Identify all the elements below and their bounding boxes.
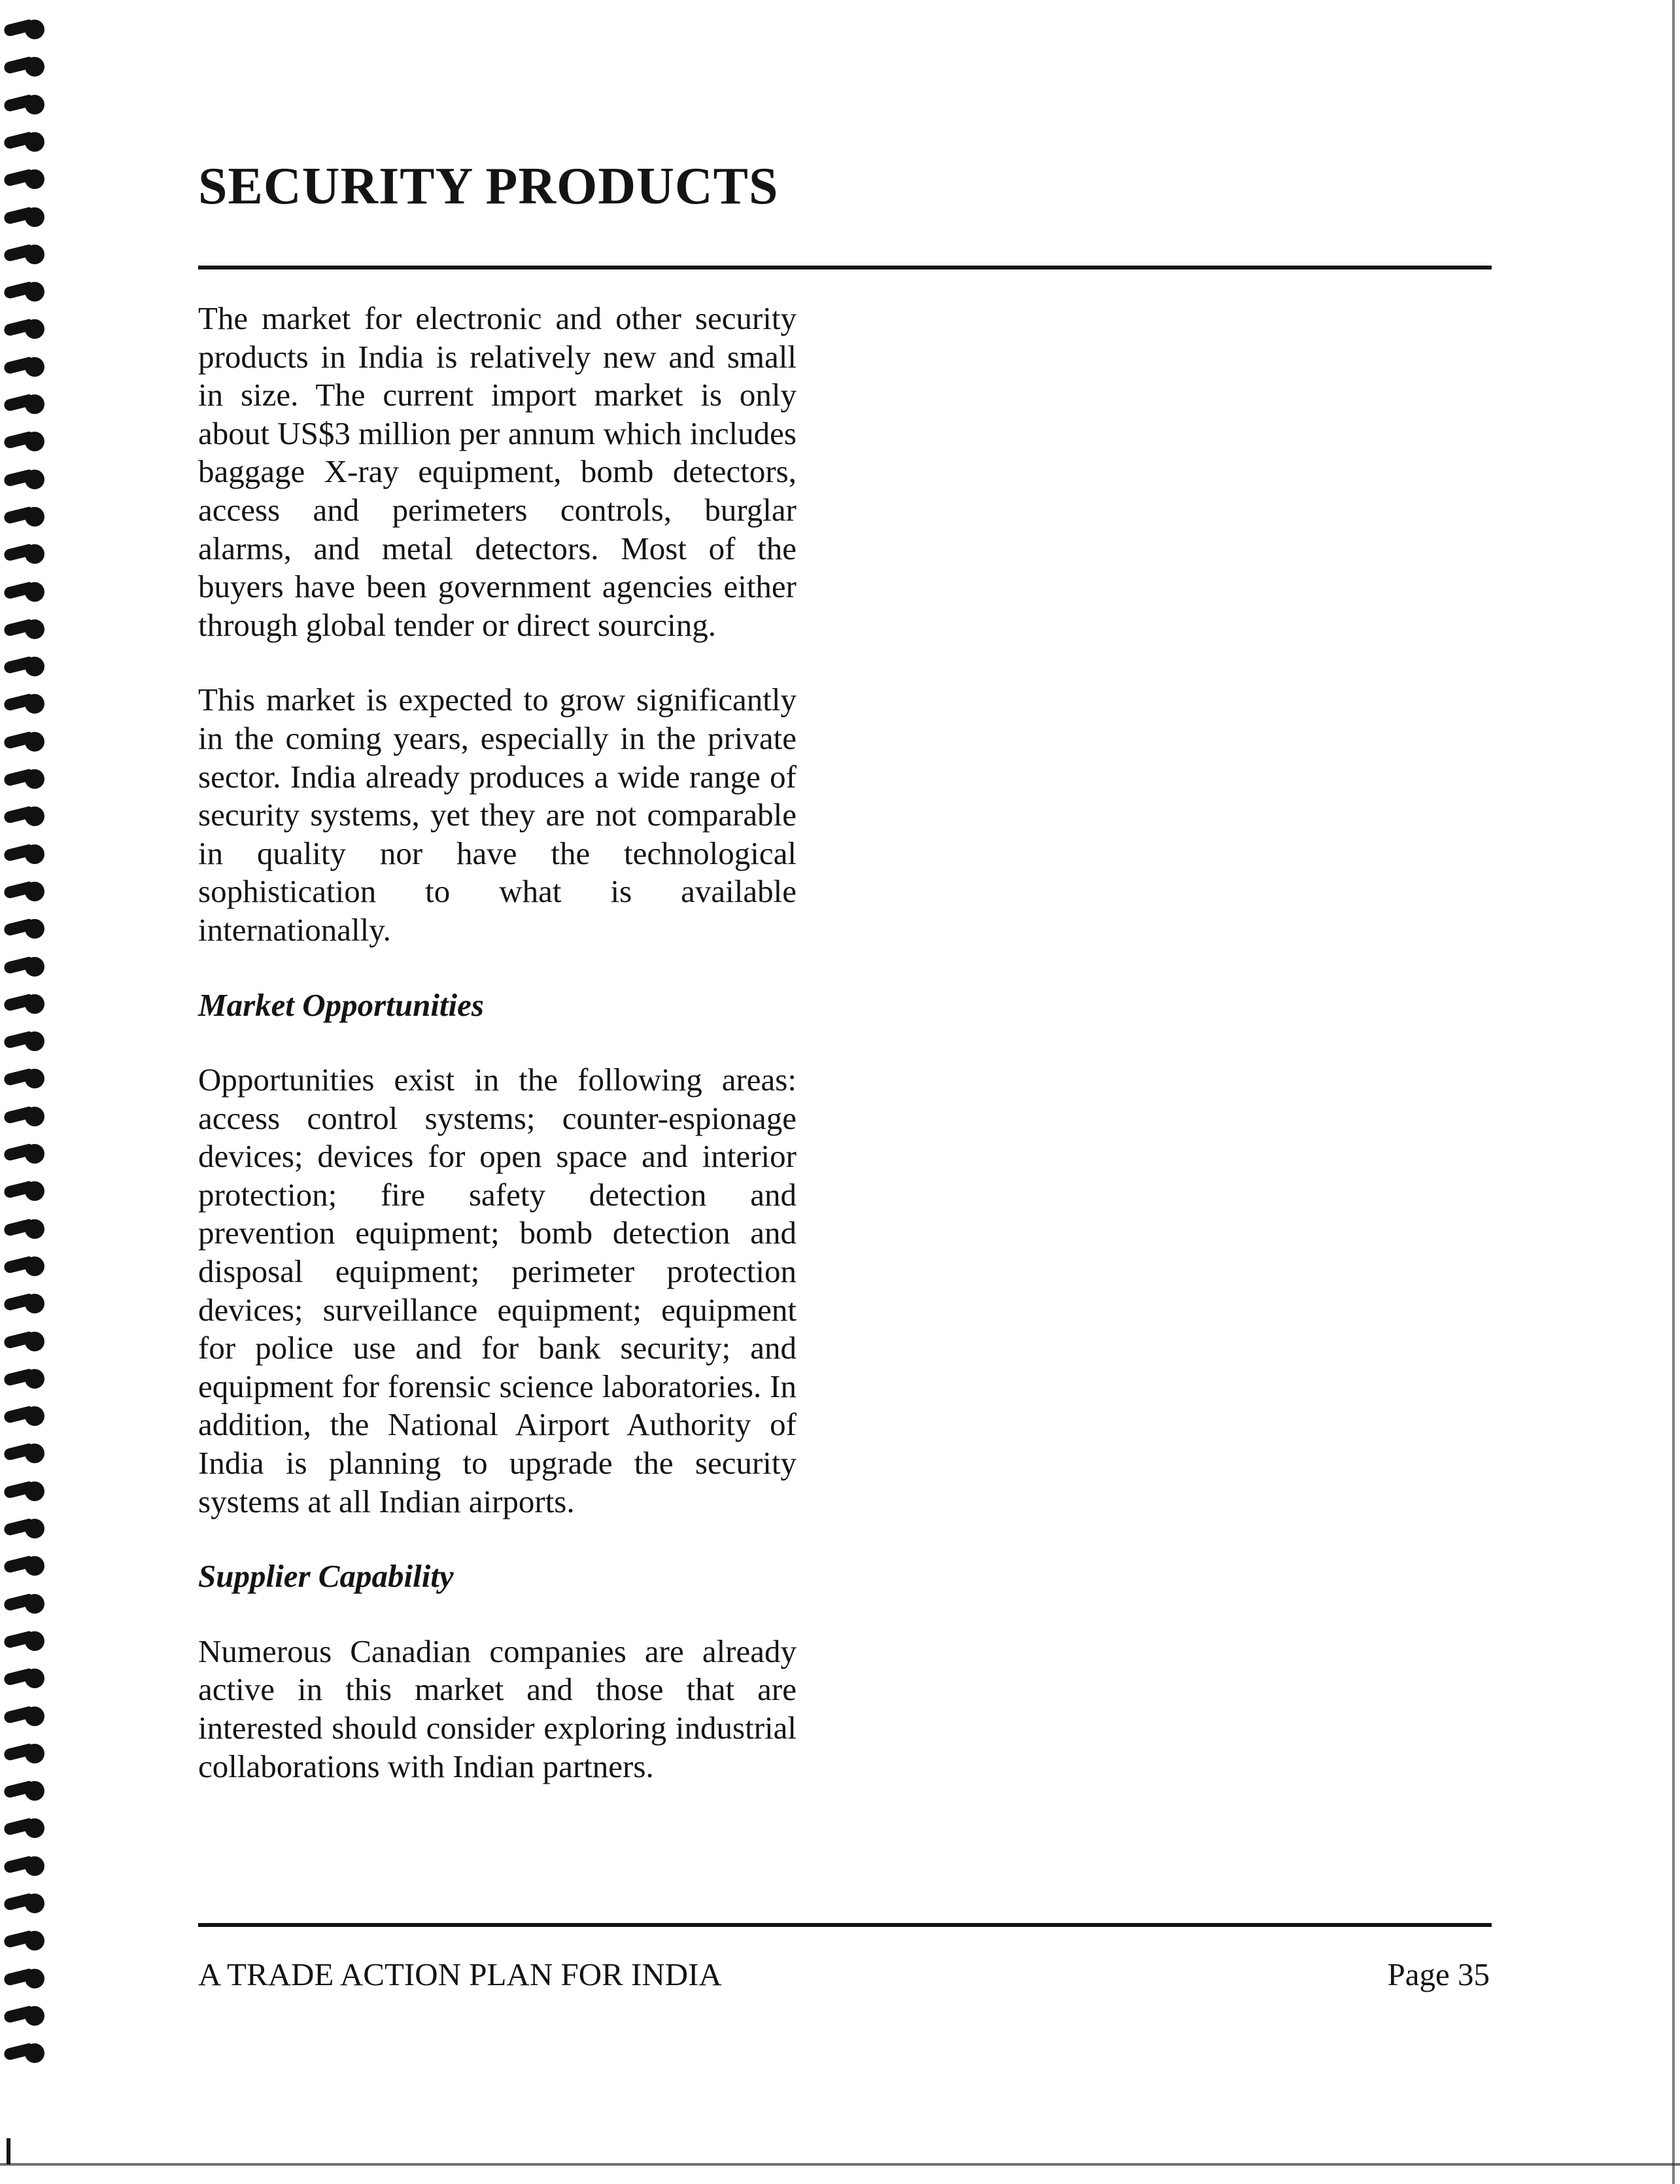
binding-coil	[4, 880, 48, 903]
binding-coil	[4, 768, 48, 790]
page-edge-bottom	[0, 2163, 1680, 2166]
binding-coil	[4, 1630, 48, 1652]
binding-coil	[4, 1817, 48, 1839]
binding-coil	[4, 1555, 48, 1577]
binding-coil	[4, 1892, 48, 1915]
footer-page-number: Page 35	[1387, 1956, 1490, 1992]
binding-coil	[4, 1405, 48, 1427]
binding-coil	[4, 1105, 48, 1128]
binding-coil	[4, 618, 48, 640]
binding-coil	[4, 843, 48, 865]
binding-coil	[4, 131, 48, 153]
binding-coil	[4, 1030, 48, 1052]
capability-paragraph: Numerous Canadian companies are already active in this market and those that are interested should consider exploring industrial collaborations with Indian partners.	[198, 1633, 797, 1784]
binding-coil	[4, 1742, 48, 1765]
binding-coil	[4, 1143, 48, 1165]
binding-coil	[4, 581, 48, 603]
binding-coil	[4, 94, 48, 116]
binding-coil	[4, 430, 48, 453]
binding-coil	[4, 2042, 48, 2064]
binding-coil	[4, 206, 48, 228]
binding-coil	[4, 1255, 48, 1277]
binding-coil	[4, 56, 48, 78]
binding-coil	[4, 1067, 48, 1090]
page-edge-right	[1672, 0, 1675, 2184]
binding-coil	[4, 1368, 48, 1390]
binding-coil	[4, 18, 48, 41]
binding-coil	[4, 1855, 48, 1877]
intro-paragraph-2: This market is expected to grow significantly in the coming years, especially in the private sector. India already produces a wide range of security systems, yet they are not comparable in quality nor have the technological sophistication to what is available internationally.	[198, 682, 797, 948]
binding-coil	[4, 1517, 48, 1540]
binding-coil	[4, 1967, 48, 1990]
binding-coil	[4, 1330, 48, 1353]
binding-coil	[4, 655, 48, 678]
binding-coil	[4, 506, 48, 528]
binding-coil	[4, 1442, 48, 1465]
spiral-binding	[0, 18, 52, 2079]
binding-coil	[4, 543, 48, 565]
binding-coil	[4, 318, 48, 340]
binding-coil	[4, 1218, 48, 1240]
binding-coil	[4, 468, 48, 491]
binding-coil	[4, 1780, 48, 1802]
binding-coil	[4, 693, 48, 715]
binding-coil	[4, 393, 48, 415]
binding-coil	[4, 1292, 48, 1315]
footer-divider	[198, 1923, 1492, 1927]
intro-paragraph-1: The market for electronic and other security products in India is relatively new and small in size. The current import market is only about US$3 million per annum which includes baggage X-ray equipment, bomb detectors, access and perimeters controls, burglar alarms, and metal detectors. Most of the buyers have been government agencies either through global tender or direct sourcing.	[198, 300, 797, 643]
page-title: SECURITY PRODUCTS	[198, 158, 779, 215]
binding-coil	[4, 168, 48, 190]
heading-supplier-capability: Supplier Capability	[198, 1558, 454, 1595]
title-divider	[198, 266, 1492, 269]
binding-coil	[4, 805, 48, 827]
binding-coil	[4, 993, 48, 1015]
binding-coil	[4, 731, 48, 753]
article-body	[198, 300, 797, 1822]
binding-coil	[4, 1480, 48, 1502]
footer-publication-title: A TRADE ACTION PLAN FOR INDIA	[198, 1956, 722, 1992]
opportunities-paragraph: Opportunities exist in the following areas: access control systems; counter-espionage devices; devices for open space and interior protection; fire safety detection and prevention equipment; bomb detection and disposal equipment; perimeter protection devices; surveillance equipment; equipment for police use and for bank security; and equipment for forensic science laboratories. In addition, the National Airport Authority of India is planning to upgrade the security systems at all Indian airports.	[198, 1062, 797, 1519]
binding-coil	[4, 1930, 48, 1952]
page-corner-mark	[7, 2138, 10, 2164]
binding-coil	[4, 243, 48, 266]
binding-coil	[4, 356, 48, 378]
binding-coil	[4, 281, 48, 303]
binding-coil	[4, 956, 48, 978]
binding-coil	[4, 918, 48, 940]
heading-market-opportunities: Market Opportunities	[198, 986, 484, 1023]
binding-coil	[4, 1705, 48, 1727]
binding-coil	[4, 1180, 48, 1202]
binding-coil	[4, 2005, 48, 2027]
binding-coil	[4, 1593, 48, 1615]
binding-coil	[4, 1667, 48, 1690]
